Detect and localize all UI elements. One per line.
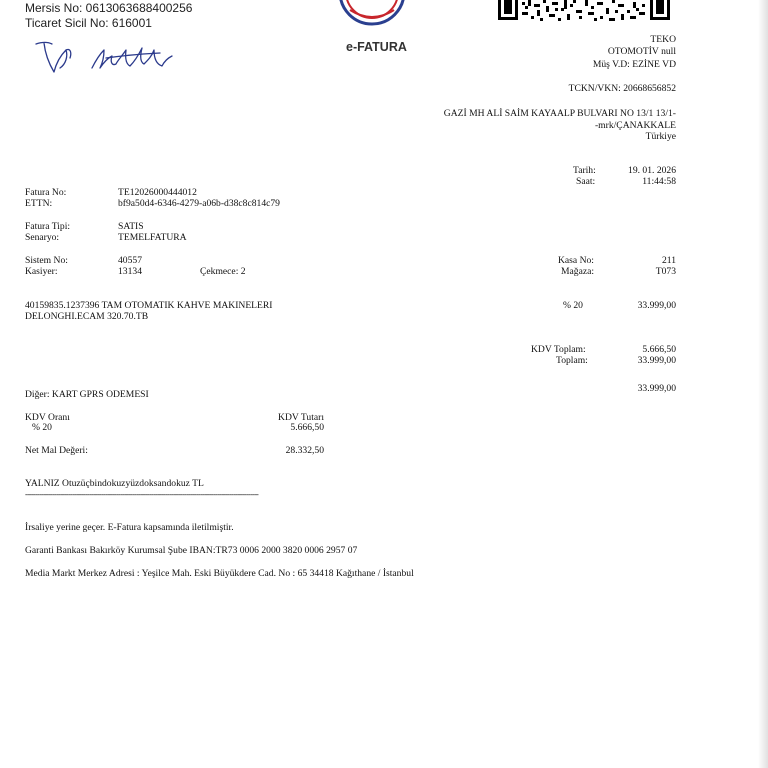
note-dispatch: İrsaliye yerine geçer. E-Fatura kapsamında iletilmiştir.	[25, 522, 234, 533]
gib-seal-logo-icon	[330, 0, 414, 26]
ettn-value: bf9a50d4-6346-4279-a06b-d38c8c814c79	[118, 198, 280, 209]
mersis-number: Mersis No: 0613063688400256	[25, 1, 193, 15]
invoice-no-label: Fatura No:	[25, 187, 67, 198]
seal-logo	[330, 0, 414, 26]
signature-image	[30, 38, 180, 80]
note-head-office-address: Media Markt Merkez Adresi : Yeşilce Mah. Eski Büyükdere Cad. No : 65 34418 Kağıthane / İstanbul	[25, 568, 414, 579]
buyer-country: Türkiye	[645, 131, 676, 142]
note-bank-iban: Garanti Bankası Bakırköy Kurumsal Şube IBAN:TR73 0006 2000 3820 0006 2957 07	[25, 545, 358, 556]
item-description-line1: 40159835.1237396 TAM OTOMATIK KAHVE MAKINELERI	[25, 300, 273, 311]
item-vat-rate: % 20	[563, 300, 583, 311]
scenario-value: TEMELFATURA	[118, 232, 187, 243]
qr-code-icon	[498, 0, 670, 22]
vat-amount-value: 5.666,50	[290, 422, 324, 433]
grand-total-value: 33.999,00	[637, 383, 676, 394]
vat-amount-label: KDV Tutarı	[278, 412, 324, 423]
time-label: Saat:	[576, 176, 596, 187]
vat-rate-label: KDV Oranı	[25, 412, 70, 423]
buyer-tax-office: Müş V.D: EZİNE VD	[592, 59, 676, 70]
time-value: 11:44:58	[642, 176, 676, 187]
document-title: e-FATURA	[346, 40, 407, 54]
payment-method: Diğer: KART GPRS ODEMESI	[25, 389, 149, 400]
buyer-tckn: TCKN/VKN: 20668656852	[568, 83, 676, 94]
trade-registry-number: Ticaret Sicil No: 616001	[25, 16, 152, 30]
scenario-label: Senaryo:	[25, 232, 60, 243]
system-no-value: 40557	[118, 255, 142, 266]
invoice-type-label: Fatura Tipi:	[25, 221, 71, 232]
date-value: 19. 01. 2026	[628, 165, 676, 176]
buyer-name-line1: TEKO	[650, 34, 676, 45]
ettn-label: ETTN:	[25, 198, 53, 209]
amount-in-words: YALNIZ Otuzüçbindokuzyüzdoksandokuz TL	[25, 478, 204, 489]
buyer-address-line1: GAZİ MH ALİ SAİM KAYAALP BULVARI NO 13/1 13/1-	[443, 108, 676, 119]
store-label: Mağaza:	[561, 266, 595, 277]
drawer-number: Çekmece: 2	[200, 266, 246, 277]
cashier-value: 13134	[118, 266, 142, 277]
register-no-label: Kasa No:	[558, 255, 594, 266]
cashier-label: Kasiyer:	[25, 266, 58, 277]
buyer-address-line2: -mrk/ÇANAKKALE	[594, 120, 676, 131]
date-label: Tarih:	[573, 165, 596, 176]
net-value-amount: 28.332,50	[285, 445, 324, 456]
buyer-name-line2: OTOMOTİV null	[607, 46, 676, 57]
store-value: T073	[655, 266, 676, 277]
invoice-no-value: TE12026000444012	[118, 187, 197, 198]
item-amount: 33.999,00	[637, 300, 676, 311]
total-value: 33.999,00	[637, 355, 676, 366]
total-label: Toplam:	[556, 355, 588, 366]
page-edge-shadow	[758, 0, 768, 768]
divider-line: -----------------------------------------------------------------------------------------------------------------	[25, 490, 259, 499]
item-description-line2: DELONGHI.ECAM 320.70.TB	[25, 311, 149, 322]
system-no-label: Sistem No:	[25, 255, 68, 266]
vat-total-label: KDV Toplam:	[531, 344, 586, 355]
register-no-value: 211	[661, 255, 676, 266]
vat-rate-value: % 20	[32, 422, 52, 433]
vat-total-value: 5.666,50	[642, 344, 676, 355]
invoice-type-value: SATIS	[118, 221, 144, 232]
net-value-label: Net Mal Değeri:	[25, 445, 88, 456]
